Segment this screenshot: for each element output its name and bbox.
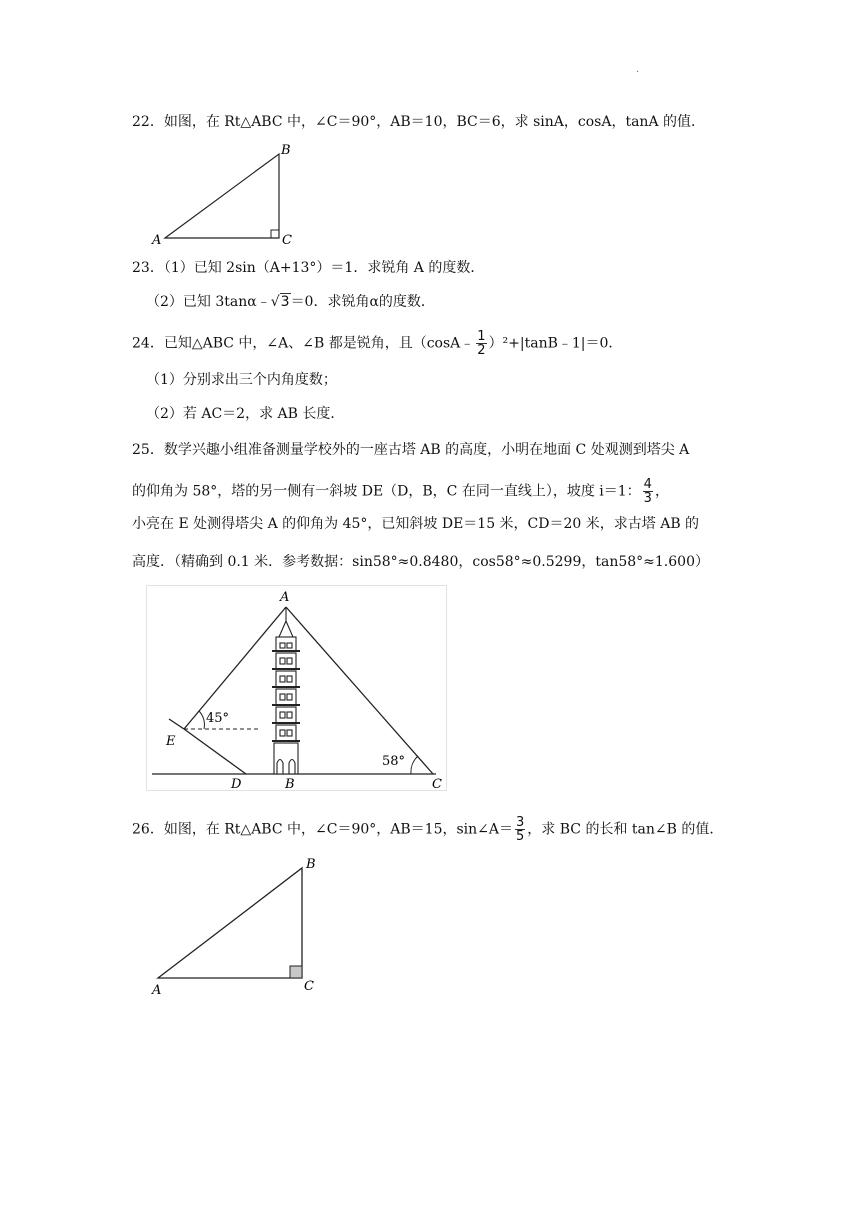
q25-fraction: [643, 478, 653, 505]
q26-frac-den: 5: [516, 829, 525, 844]
q25-line4: 高度．（精确到 0.1 米．参考数据：sin58°≈0.8480，cos58°≈0.5299，tan58°≈1.600）: [132, 554, 709, 570]
q24-fraction: [476, 330, 486, 357]
q22-triangle-figure: [140, 140, 310, 250]
q24-post: ）²+|tanB﹣1|＝0．: [488, 335, 623, 352]
q24-frac-num: 1: [477, 329, 486, 344]
pagoda-icon: [272, 607, 300, 774]
q25-label-e: E: [166, 734, 176, 749]
q25-frac-num: 4: [643, 477, 652, 492]
q23-part1: 23．（1）已知 2sin（A+13°）＝1．求锐角 A 的度数．: [132, 260, 485, 276]
q24-part1: （1）分别求出三个内角度数；: [146, 372, 337, 388]
q25-label-d: D: [231, 777, 242, 792]
q26-line: [132, 816, 723, 843]
q23-part2: [146, 292, 435, 312]
q25-tower-figure: [146, 585, 451, 795]
q26-frac-num: 3: [516, 815, 525, 830]
q22-label-a: A: [152, 233, 162, 248]
q23-part2-post: ＝0．求锐角α的度数．: [290, 294, 435, 310]
q26-label-c: C: [304, 979, 314, 994]
q22-text: 22．如图，在 Rt△ABC 中，∠C＝90°，AB＝10，BC＝6，求 sinA，cosA，tanA 的值．: [132, 114, 706, 130]
q24-pre: 24．已知△ABC 中，∠A、∠B 都是锐角，且（cosA﹣: [132, 335, 475, 352]
q26-label-b: B: [306, 857, 316, 872]
q25-line2-post: ，: [654, 483, 669, 500]
q26-pre: 26．如图，在 Rt△ABC 中，∠C＝90°，AB＝15，sin∠A＝: [132, 821, 514, 838]
q25-label-b: B: [285, 777, 295, 792]
q22-label-c: C: [282, 233, 292, 248]
q25-label-a: A: [280, 590, 290, 605]
q26-label-a: A: [152, 983, 162, 998]
q24-frac-den: 2: [477, 343, 486, 358]
q23-part2-pre: （2）已知 3tanα﹣: [146, 294, 271, 310]
q25-angle-45: 45°: [206, 711, 230, 726]
q22-label-b: B: [281, 143, 291, 158]
q25-angle-58: 58°: [382, 754, 406, 769]
q24-line: [132, 330, 622, 357]
q25-line2-pre: 的仰角为 58°，塔的另一侧有一斜坡 DE（D，B，C 在同一直线上），坡度 i＝1：: [132, 483, 641, 500]
sqrt-radicand: 3: [280, 294, 290, 310]
q25-label-c: C: [432, 777, 442, 792]
q25-frac-den: 3: [643, 491, 652, 506]
q25-line2: [132, 478, 669, 505]
q26-post: ，求 BC 的长和 tan∠B 的值．: [527, 821, 724, 838]
q24-part2: （2）若 AC＝2，求 AB 长度．: [146, 406, 345, 422]
header-mark: .: [636, 64, 640, 75]
q26-fraction: [515, 816, 525, 843]
q25-line3: 小亮在 E 处测得塔尖 A 的仰角为 45°，已知斜坡 DE＝15 米，CD＝20 米，求古塔 AB 的: [132, 516, 700, 532]
sqrt-symbol: √3: [270, 294, 290, 310]
q26-triangle-figure: [145, 852, 325, 1002]
q25-line1: 25．数学兴趣小组准备测量学校外的一座古塔 AB 的高度，小明在地面 C 处观测到塔尖 A: [132, 442, 690, 458]
